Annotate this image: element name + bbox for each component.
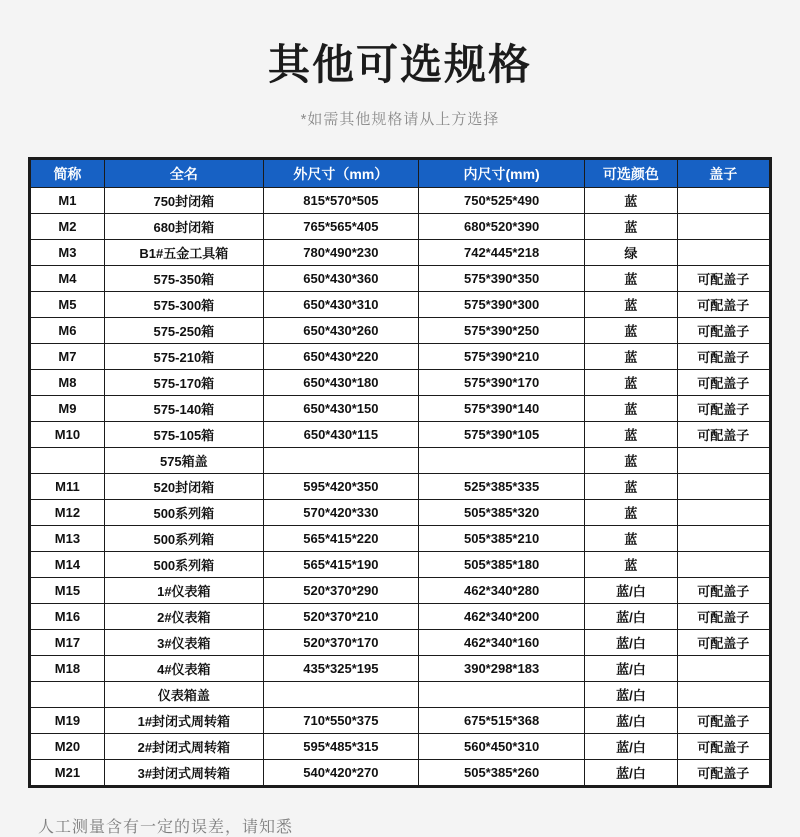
table-cell: 可配盖子	[677, 370, 769, 396]
table-cell: 560*450*310	[418, 734, 584, 760]
table-cell: 3#封闭式周转箱	[104, 760, 263, 786]
table-cell: 蓝	[585, 526, 677, 552]
table-cell	[677, 656, 769, 682]
table-cell: 505*385*320	[418, 500, 584, 526]
table-cell: M9	[31, 396, 105, 422]
table-cell: 蓝/白	[585, 682, 677, 708]
table-cell: 可配盖子	[677, 422, 769, 448]
table-cell	[418, 682, 584, 708]
table-cell: 蓝	[585, 552, 677, 578]
table-cell: 绿	[585, 240, 677, 266]
table-cell: M12	[31, 500, 105, 526]
table-cell: 蓝/白	[585, 734, 677, 760]
table-cell: 500系列箱	[104, 500, 263, 526]
table-cell: 505*385*210	[418, 526, 584, 552]
table-cell: M8	[31, 370, 105, 396]
table-row	[31, 604, 770, 630]
table-cell	[677, 552, 769, 578]
table-cell: 575*390*105	[418, 422, 584, 448]
table-row	[31, 214, 770, 240]
table-cell: M3	[31, 240, 105, 266]
table-cell: 575*390*210	[418, 344, 584, 370]
table-row	[31, 266, 770, 292]
table-row	[31, 344, 770, 370]
page-title: 其他可选规格	[267, 41, 532, 88]
table-cell: 蓝	[585, 474, 677, 500]
table-cell: 815*570*505	[263, 188, 418, 214]
table-cell: 750封闭箱	[104, 188, 263, 214]
table-cell: 650*430*360	[263, 266, 418, 292]
table-cell: 可配盖子	[677, 318, 769, 344]
table-cell: 570*420*330	[263, 500, 418, 526]
table-cell: M20	[31, 734, 105, 760]
table-cell: M4	[31, 266, 105, 292]
table-cell: 575*390*140	[418, 396, 584, 422]
table-cell: 2#仪表箱	[104, 604, 263, 630]
table-cell: 蓝	[585, 422, 677, 448]
table-cell: 575-250箱	[104, 318, 263, 344]
table-cell: 可配盖子	[677, 734, 769, 760]
column-header-fullname: 全名	[104, 160, 263, 188]
table-cell: 可配盖子	[677, 760, 769, 786]
table-cell: 蓝	[585, 370, 677, 396]
table-row	[31, 474, 770, 500]
spec-table-container	[28, 157, 772, 788]
table-row	[31, 708, 770, 734]
table-cell: 520封闭箱	[104, 474, 263, 500]
table-cell: M1	[31, 188, 105, 214]
table-row	[31, 578, 770, 604]
table-cell: 575-105箱	[104, 422, 263, 448]
table-cell: 575*390*350	[418, 266, 584, 292]
table-cell: 565*415*220	[263, 526, 418, 552]
table-cell: M6	[31, 318, 105, 344]
table-row	[31, 552, 770, 578]
table-cell: M19	[31, 708, 105, 734]
table-cell	[418, 448, 584, 474]
table-cell: M16	[31, 604, 105, 630]
table-cell: 可配盖子	[677, 266, 769, 292]
table-cell: 2#封闭式周转箱	[104, 734, 263, 760]
table-header-row	[31, 160, 770, 188]
table-cell: 540*420*270	[263, 760, 418, 786]
table-cell: M17	[31, 630, 105, 656]
table-cell	[263, 448, 418, 474]
table-cell: 575箱盖	[104, 448, 263, 474]
table-cell: 650*430*310	[263, 292, 418, 318]
table-cell: 3#仪表箱	[104, 630, 263, 656]
table-cell: 462*340*280	[418, 578, 584, 604]
table-header	[31, 160, 770, 188]
column-header-abbr: 简称	[31, 160, 105, 188]
table-cell: 710*550*375	[263, 708, 418, 734]
table-cell: M18	[31, 656, 105, 682]
table-row	[31, 760, 770, 786]
table-cell: 650*430*115	[263, 422, 418, 448]
table-cell: 525*385*335	[418, 474, 584, 500]
table-cell: M10	[31, 422, 105, 448]
table-cell: 蓝	[585, 500, 677, 526]
table-cell: 680*520*390	[418, 214, 584, 240]
measurement-note: 人工测量含有一定的误差，请知悉	[38, 819, 294, 837]
table-cell: 780*490*230	[263, 240, 418, 266]
table-cell: 可配盖子	[677, 396, 769, 422]
table-cell: 390*298*183	[418, 656, 584, 682]
column-header-color: 可选颜色	[585, 160, 677, 188]
table-cell	[677, 474, 769, 500]
table-cell: 蓝	[585, 396, 677, 422]
table-row	[31, 292, 770, 318]
table-cell: 蓝	[585, 214, 677, 240]
table-cell: 500系列箱	[104, 526, 263, 552]
table-row	[31, 526, 770, 552]
table-cell	[263, 682, 418, 708]
table-cell: 可配盖子	[677, 708, 769, 734]
table-cell: 575*390*170	[418, 370, 584, 396]
table-cell: 蓝/白	[585, 760, 677, 786]
table-cell: 575-350箱	[104, 266, 263, 292]
table-cell: M7	[31, 344, 105, 370]
table-cell: 可配盖子	[677, 630, 769, 656]
table-body	[31, 188, 770, 786]
table-cell: M2	[31, 214, 105, 240]
table-row	[31, 370, 770, 396]
table-cell: M11	[31, 474, 105, 500]
table-cell: 462*340*200	[418, 604, 584, 630]
table-cell: 575-300箱	[104, 292, 263, 318]
table-cell: 4#仪表箱	[104, 656, 263, 682]
column-header-inner-size: 内尺寸(mm)	[418, 160, 584, 188]
table-row	[31, 682, 770, 708]
table-cell: 蓝	[585, 448, 677, 474]
table-cell: 可配盖子	[677, 604, 769, 630]
table-cell: 462*340*160	[418, 630, 584, 656]
table-cell: 595*485*315	[263, 734, 418, 760]
table-cell	[677, 526, 769, 552]
table-row	[31, 448, 770, 474]
table-cell: 675*515*368	[418, 708, 584, 734]
table-cell	[677, 682, 769, 708]
table-cell	[677, 500, 769, 526]
table-cell: 蓝/白	[585, 708, 677, 734]
table-cell: 蓝/白	[585, 604, 677, 630]
table-cell: 742*445*218	[418, 240, 584, 266]
table-cell	[677, 214, 769, 240]
table-cell: 520*370*170	[263, 630, 418, 656]
table-cell: M21	[31, 760, 105, 786]
table-cell: 蓝	[585, 318, 677, 344]
table-cell: M5	[31, 292, 105, 318]
table-cell: 575*390*300	[418, 292, 584, 318]
table-cell: 520*370*210	[263, 604, 418, 630]
table-cell: 680封闭箱	[104, 214, 263, 240]
table-cell: 可配盖子	[677, 578, 769, 604]
table-row	[31, 318, 770, 344]
table-row	[31, 500, 770, 526]
table-cell: 蓝/白	[585, 578, 677, 604]
table-cell	[677, 448, 769, 474]
table-cell: 650*430*260	[263, 318, 418, 344]
table-cell: 650*430*150	[263, 396, 418, 422]
table-cell: 蓝/白	[585, 656, 677, 682]
table-cell: 575-210箱	[104, 344, 263, 370]
table-cell	[31, 682, 105, 708]
table-row	[31, 422, 770, 448]
table-row	[31, 656, 770, 682]
table-row	[31, 240, 770, 266]
table-cell: 蓝	[585, 292, 677, 318]
table-cell: 505*385*260	[418, 760, 584, 786]
table-cell: 蓝/白	[585, 630, 677, 656]
table-cell: 仪表箱盖	[104, 682, 263, 708]
table-row	[31, 396, 770, 422]
table-cell: 1#封闭式周转箱	[104, 708, 263, 734]
table-cell	[677, 188, 769, 214]
table-cell	[677, 240, 769, 266]
spec-table	[30, 159, 770, 786]
table-cell: 575-140箱	[104, 396, 263, 422]
table-row	[31, 188, 770, 214]
table-cell: 435*325*195	[263, 656, 418, 682]
table-cell: 蓝	[585, 344, 677, 370]
table-cell: M13	[31, 526, 105, 552]
table-cell: 565*415*190	[263, 552, 418, 578]
table-row	[31, 630, 770, 656]
table-cell: 1#仪表箱	[104, 578, 263, 604]
table-cell: 520*370*290	[263, 578, 418, 604]
table-cell: 595*420*350	[263, 474, 418, 500]
table-cell: 575-170箱	[104, 370, 263, 396]
column-header-lid: 盖子	[677, 160, 769, 188]
table-cell: 500系列箱	[104, 552, 263, 578]
table-cell: M14	[31, 552, 105, 578]
table-cell	[31, 448, 105, 474]
table-cell: M15	[31, 578, 105, 604]
column-header-outer-size: 外尺寸（mm）	[263, 160, 418, 188]
table-cell: 650*430*220	[263, 344, 418, 370]
table-cell: 505*385*180	[418, 552, 584, 578]
table-cell: 蓝	[585, 266, 677, 292]
table-cell: 750*525*490	[418, 188, 584, 214]
table-cell: 蓝	[585, 188, 677, 214]
page-subtitle: *如需其他规格请从上方选择	[300, 111, 500, 129]
table-cell: 575*390*250	[418, 318, 584, 344]
table-cell: 可配盖子	[677, 292, 769, 318]
table-cell: 可配盖子	[677, 344, 769, 370]
table-cell: 765*565*405	[263, 214, 418, 240]
table-row	[31, 734, 770, 760]
table-cell: 650*430*180	[263, 370, 418, 396]
table-cell: B1#五金工具箱	[104, 240, 263, 266]
